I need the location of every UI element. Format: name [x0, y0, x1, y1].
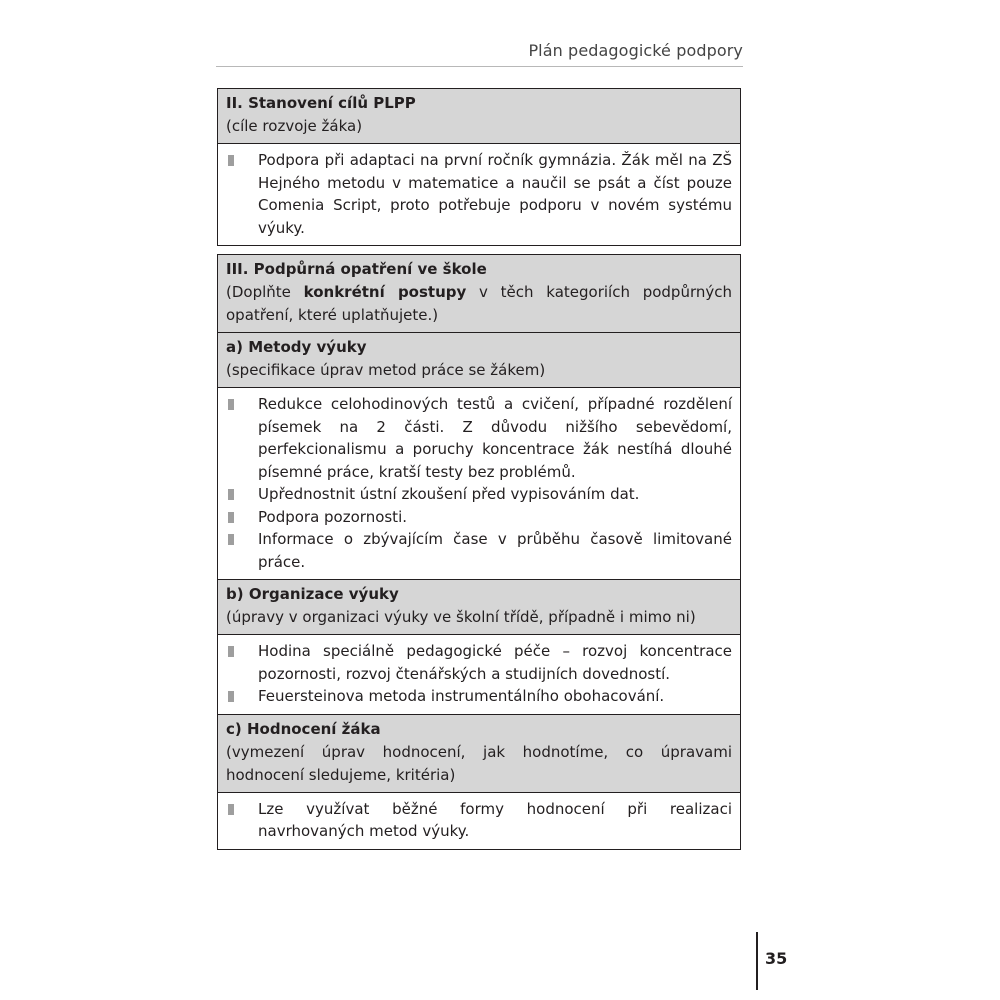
list-item-text: Informace o zbývajícím čase v průběhu časově limitované práce.: [258, 530, 732, 571]
list-item: [226, 685, 732, 708]
bullet-icon: [228, 804, 234, 815]
section-support-title: III. Podpůrná opatření ve škole: [226, 260, 487, 278]
subtitle-text: (Doplňte: [226, 283, 304, 301]
section-goals-header: [218, 89, 740, 144]
student-assessment-title: c) Hodnocení žáka: [226, 719, 381, 738]
section-goals: [217, 88, 741, 246]
teaching-methods-title: a) Metody výuky: [226, 338, 367, 356]
section-support-measures: [217, 254, 741, 850]
teaching-methods-body: [218, 388, 740, 579]
running-header: Plán pedagogické podpory: [528, 41, 743, 60]
page-number: 35: [765, 949, 788, 968]
list-item-text: Podpora pozornosti.: [258, 507, 408, 526]
subtitle-text: v těch kategoriích podpůrných opatření, které uplatňujete.): [226, 283, 732, 324]
teaching-methods-subtitle: (specifikace úprav metod práce se žákem): [226, 361, 546, 379]
teaching-organization-header: [218, 579, 740, 635]
list-item: [226, 798, 732, 843]
bullet-icon: [228, 489, 234, 500]
header-rule: [216, 66, 743, 67]
student-assessment-body: [218, 793, 740, 849]
bullet-icon: [228, 534, 234, 545]
section-goals-subtitle: (cíle rozvoje žáka): [226, 117, 363, 135]
list-item-text: Podpora při adaptaci na první ročník gymnázia. Žák měl na ZŠ Hejného metodu v matematice a naučil se psát a číst pouze Comenia Script, proto potřebuje podporu v novém systému výuky.: [258, 151, 732, 237]
list-item: [226, 393, 732, 483]
bullet-icon: [228, 512, 234, 523]
section-goals-title: II. Stanovení cílů PLPP: [226, 94, 416, 112]
list-item-text: Feuersteinova metoda instrumentálního obohacování.: [258, 687, 665, 705]
list-item-text: Redukce celohodinových testů a cvičení, případné rozdělení písemek na 2 části. Z důvodu nižšího sebevědomí, perfekcionalismu a poruchy koncentrace žák nestíhá dlouhé písemné práce, kratší testy bez problémů.: [258, 395, 732, 481]
teaching-organization-title: b) Organizace výuky: [226, 585, 399, 603]
list-item: [226, 506, 732, 529]
teaching-organization-subtitle: (úpravy v organizaci výuky ve školní třídě, případně i mimo ni): [226, 608, 696, 626]
bullet-icon: [228, 155, 234, 166]
subtitle-emphasis: konkrétní postupy: [303, 283, 467, 301]
bullet-icon: [228, 399, 234, 410]
list-item: [226, 528, 732, 573]
list-item-text: Lze využívat běžné formy hodnocení při realizaci navrhovaných metod výuky.: [258, 799, 732, 840]
bullet-icon: [228, 646, 234, 657]
section-support-subtitle: [226, 281, 732, 327]
student-assessment-header: [218, 714, 740, 793]
teaching-methods-header: [218, 333, 740, 388]
teaching-organization-body: [218, 635, 740, 714]
list-item-text: Hodina speciálně pedagogické péče – rozvoj koncentrace pozornosti, rozvoj čtenářských a studijních dovedností.: [258, 642, 732, 683]
bullet-icon: [228, 691, 234, 702]
list-item: [226, 483, 732, 506]
list-item-text: Upřednostnit ústní zkoušení před vypisováním dat.: [258, 485, 640, 503]
list-item: [226, 149, 732, 239]
section-goals-body: [218, 144, 740, 245]
list-item: [226, 640, 732, 685]
student-assessment-subtitle: (vymezení úprav hodnocení, jak hodnotíme, co úpravami hodnocení sledujeme, kritéria): [226, 742, 732, 784]
page-number-rule: [756, 932, 758, 990]
section-support-header: [218, 255, 740, 333]
